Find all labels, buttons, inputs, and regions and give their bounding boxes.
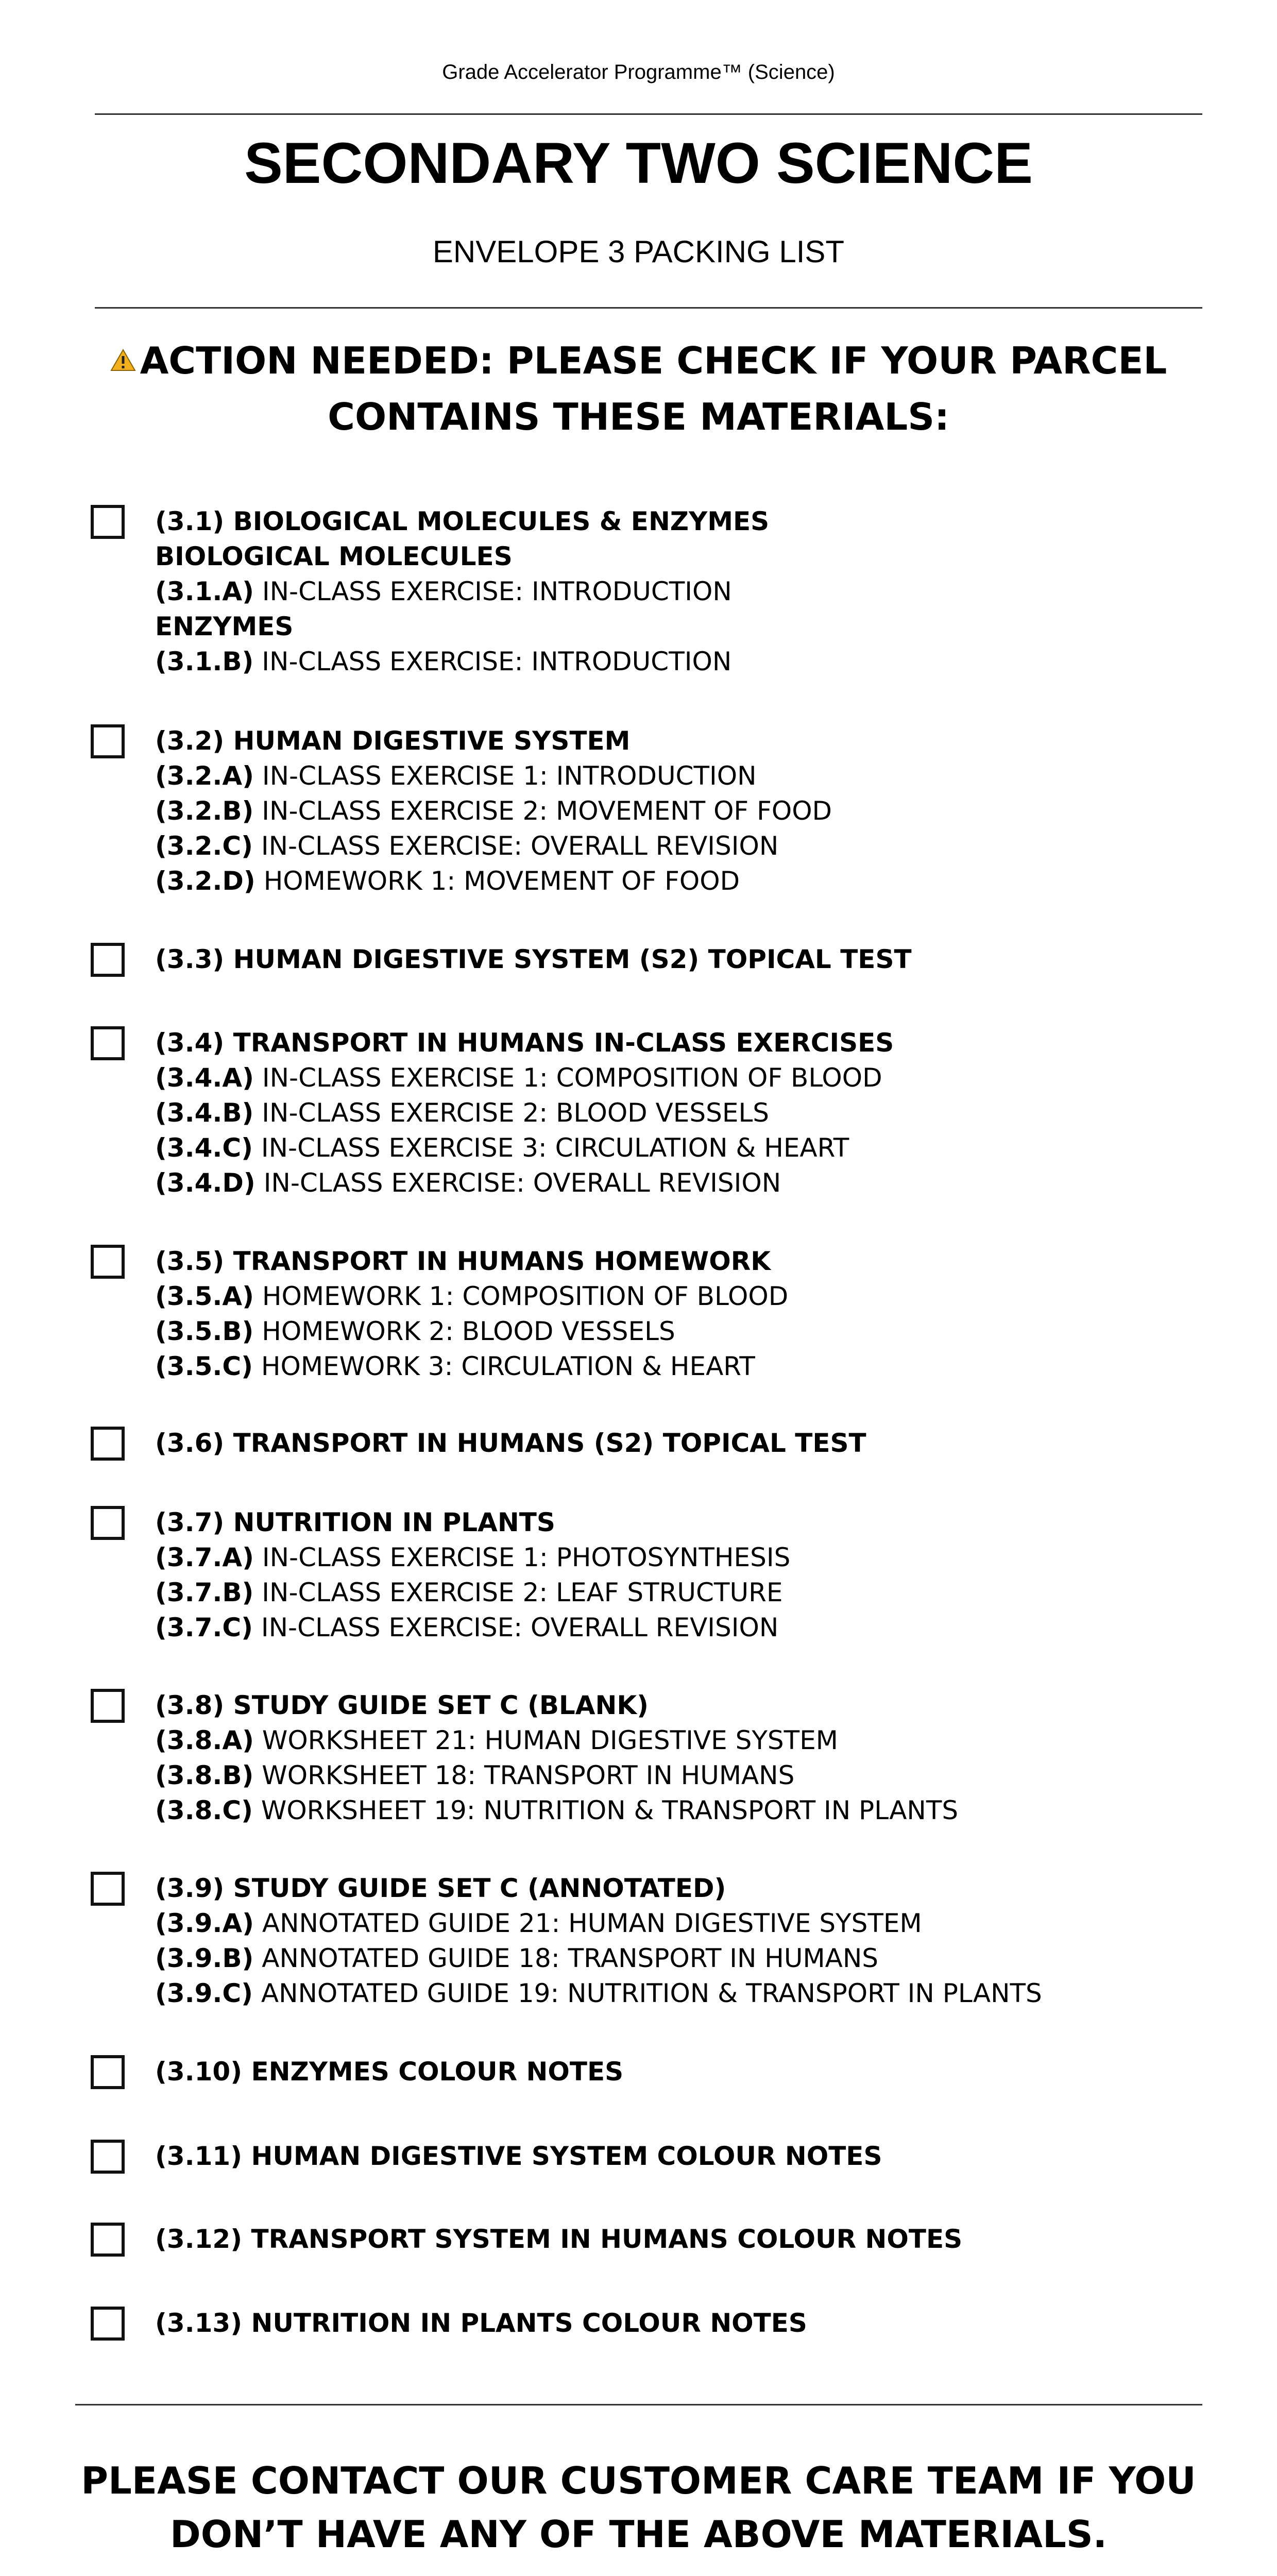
item-checkbox[interactable] (91, 1872, 125, 1906)
item-checkbox[interactable] (91, 1245, 125, 1279)
item-heading: (3.4) TRANSPORT IN HUMANS IN-CLASS EXERCISES (155, 1028, 894, 1058)
item-lines (155, 2054, 623, 2089)
entry-code: (3.4.A) (155, 1063, 254, 1093)
entry-code: (3.9.B) (155, 1943, 254, 1973)
warning-icon (110, 332, 136, 386)
action-notice-line-2: CONTAINS THESE MATERIALS: (328, 395, 949, 439)
item-entry (155, 1060, 894, 1095)
item-checkbox[interactable] (91, 943, 125, 977)
item-heading: (3.12) TRANSPORT SYSTEM IN HUMANS COLOUR NOTES (155, 2224, 963, 2254)
entry-text: IN-CLASS EXERCISE 1: INTRODUCTION (262, 761, 757, 791)
entry-text: HOMEWORK 1: MOVEMENT OF FOOD (263, 866, 740, 896)
entry-code: (3.1.A) (155, 577, 254, 606)
entry-code: (3.1.B) (155, 647, 254, 676)
item-entry (155, 1976, 1042, 2011)
item-entry (155, 1095, 894, 1130)
item-lines (155, 1688, 958, 1828)
entry-code: (3.4.B) (155, 1098, 254, 1128)
item-entry (155, 758, 832, 793)
entry-code: (3.2.B) (155, 796, 254, 826)
item-entry (155, 1793, 958, 1828)
entry-code: (3.9.C) (155, 1978, 253, 2008)
entry-text: WORKSHEET 21: HUMAN DIGESTIVE SYSTEM (262, 1725, 838, 1755)
item-lines (155, 1244, 788, 1384)
item-lines (155, 1025, 894, 1200)
title-divider (95, 307, 1202, 309)
item-subheading: BIOLOGICAL MOLECULES (155, 541, 513, 571)
item-lines (155, 1871, 1042, 2011)
item-heading: (3.11) HUMAN DIGESTIVE SYSTEM COLOUR NOTES (155, 2141, 882, 2171)
item-entry (155, 1165, 894, 1200)
item-heading: (3.10) ENZYMES COLOUR NOTES (155, 2057, 624, 2087)
item-heading: (3.9) STUDY GUIDE SET C (ANNOTATED) (155, 1873, 726, 1903)
item-lines (155, 1426, 866, 1461)
entry-code: (3.2.C) (155, 831, 253, 861)
item-lines (155, 942, 912, 977)
entry-code: (3.8.C) (155, 1795, 253, 1825)
item-entry (155, 644, 769, 679)
entry-text: IN-CLASS EXERCISE: OVERALL REVISION (263, 1168, 781, 1198)
item-heading: (3.3) HUMAN DIGESTIVE SYSTEM (S2) TOPICAL TEST (155, 944, 912, 974)
entry-text: IN-CLASS EXERCISE: OVERALL REVISION (261, 1613, 779, 1642)
item-heading: (3.2) HUMAN DIGESTIVE SYSTEM (155, 726, 631, 756)
item-lines (155, 1505, 790, 1645)
entry-code: (3.7.A) (155, 1543, 254, 1572)
item-entry (155, 1279, 788, 1314)
entry-text: IN-CLASS EXERCISE 2: BLOOD VESSELS (262, 1098, 770, 1128)
entry-code: (3.7.B) (155, 1578, 254, 1607)
entry-text: IN-CLASS EXERCISE 3: CIRCULATION & HEART (261, 1133, 849, 1163)
page-title: SECONDARY TWO SCIENCE (244, 131, 1033, 195)
item-entry (155, 574, 769, 609)
item-checkbox[interactable] (91, 1506, 125, 1540)
item-entry (155, 1130, 894, 1165)
item-entry (155, 863, 832, 899)
entry-code: (3.9.A) (155, 1908, 254, 1938)
entry-text: WORKSHEET 18: TRANSPORT IN HUMANS (262, 1760, 795, 1790)
entry-code: (3.7.C) (155, 1613, 253, 1642)
item-entry (155, 1349, 788, 1384)
item-entry (155, 1610, 790, 1645)
item-entry (155, 1941, 1042, 1976)
entry-text: ANNOTATED GUIDE 19: NUTRITION & TRANSPORT IN PLANTS (261, 1978, 1042, 2008)
footer-line-2: DON’T HAVE ANY OF THE ABOVE MATERIALS. (169, 2513, 1108, 2556)
item-entry (155, 1314, 788, 1349)
item-heading: (3.7) NUTRITION IN PLANTS (155, 1507, 555, 1537)
item-entry (155, 1723, 958, 1758)
item-checkbox[interactable] (91, 2223, 125, 2257)
item-lines (155, 2306, 807, 2341)
item-entry (155, 1575, 790, 1610)
item-entry (155, 828, 832, 863)
entry-text: WORKSHEET 19: NUTRITION & TRANSPORT IN PLANTS (261, 1795, 959, 1825)
entry-code: (3.2.D) (155, 866, 256, 896)
item-heading: (3.1) BIOLOGICAL MOLECULES & ENZYMES (155, 506, 770, 536)
entry-text: IN-CLASS EXERCISE: INTRODUCTION (262, 577, 732, 606)
footer-line-1: PLEASE CONTACT OUR CUSTOMER CARE TEAM IF YOU (81, 2459, 1196, 2502)
item-heading: (3.8) STUDY GUIDE SET C (BLANK) (155, 1690, 649, 1720)
item-entry (155, 1758, 958, 1793)
entry-code: (3.5.B) (155, 1316, 254, 1346)
entry-code: (3.5.C) (155, 1351, 253, 1381)
entry-text: HOMEWORK 2: BLOOD VESSELS (262, 1316, 675, 1346)
top-divider (95, 113, 1202, 115)
entry-text: IN-CLASS EXERCISE 1: COMPOSITION OF BLOOD (262, 1063, 882, 1093)
entry-code: (3.5.A) (155, 1281, 254, 1311)
entry-text: ANNOTATED GUIDE 21: HUMAN DIGESTIVE SYSTEM (262, 1908, 922, 1938)
item-checkbox[interactable] (91, 2055, 125, 2089)
entry-code: (3.4.D) (155, 1168, 256, 1198)
item-checkbox[interactable] (91, 1026, 125, 1060)
footer-notice (0, 2454, 1277, 2561)
item-checkbox[interactable] (91, 1689, 125, 1723)
entry-text: IN-CLASS EXERCISE 2: MOVEMENT OF FOOD (262, 796, 832, 826)
item-checkbox[interactable] (91, 724, 125, 758)
item-lines (155, 2222, 962, 2257)
item-heading: (3.13) NUTRITION IN PLANTS COLOUR NOTES (155, 2308, 807, 2338)
item-entry (155, 793, 832, 828)
item-lines (155, 504, 769, 679)
item-entry (155, 1540, 790, 1575)
entry-text: IN-CLASS EXERCISE: OVERALL REVISION (261, 831, 779, 861)
item-checkbox[interactable] (91, 505, 125, 539)
item-entry (155, 1906, 1042, 1941)
programme-header: Grade Accelerator Programme™ (Science) (442, 61, 835, 83)
item-subheading: ENZYMES (155, 612, 294, 641)
entry-code: (3.8.A) (155, 1725, 254, 1755)
entry-code: (3.2.A) (155, 761, 254, 791)
entry-text: IN-CLASS EXERCISE 2: LEAF STRUCTURE (262, 1578, 783, 1607)
action-text-1: ACTION NEEDED: PLEASE CHECK IF YOUR PARCEL (140, 339, 1167, 382)
item-checkbox[interactable] (91, 2140, 125, 2174)
action-notice (0, 334, 1277, 444)
item-lines (155, 2139, 882, 2174)
item-lines (155, 723, 832, 899)
entry-text: IN-CLASS EXERCISE: INTRODUCTION (262, 647, 732, 676)
page-subtitle: ENVELOPE 3 PACKING LIST (432, 234, 845, 269)
entry-code: (3.8.B) (155, 1760, 254, 1790)
action-notice-line-1 (0, 334, 1277, 390)
item-heading: (3.5) TRANSPORT IN HUMANS HOMEWORK (155, 1246, 771, 1276)
entry-text: ANNOTATED GUIDE 18: TRANSPORT IN HUMANS (262, 1943, 878, 1973)
entry-text: IN-CLASS EXERCISE 1: PHOTOSYNTHESIS (262, 1543, 791, 1572)
item-heading: (3.6) TRANSPORT IN HUMANS (S2) TOPICAL TEST (155, 1428, 866, 1458)
bottom-divider (75, 2404, 1202, 2405)
entry-code: (3.4.C) (155, 1133, 253, 1163)
entry-text: HOMEWORK 1: COMPOSITION OF BLOOD (262, 1281, 789, 1311)
item-checkbox[interactable] (91, 1427, 125, 1461)
item-checkbox[interactable] (91, 2307, 125, 2341)
entry-text: HOMEWORK 3: CIRCULATION & HEART (261, 1351, 755, 1381)
